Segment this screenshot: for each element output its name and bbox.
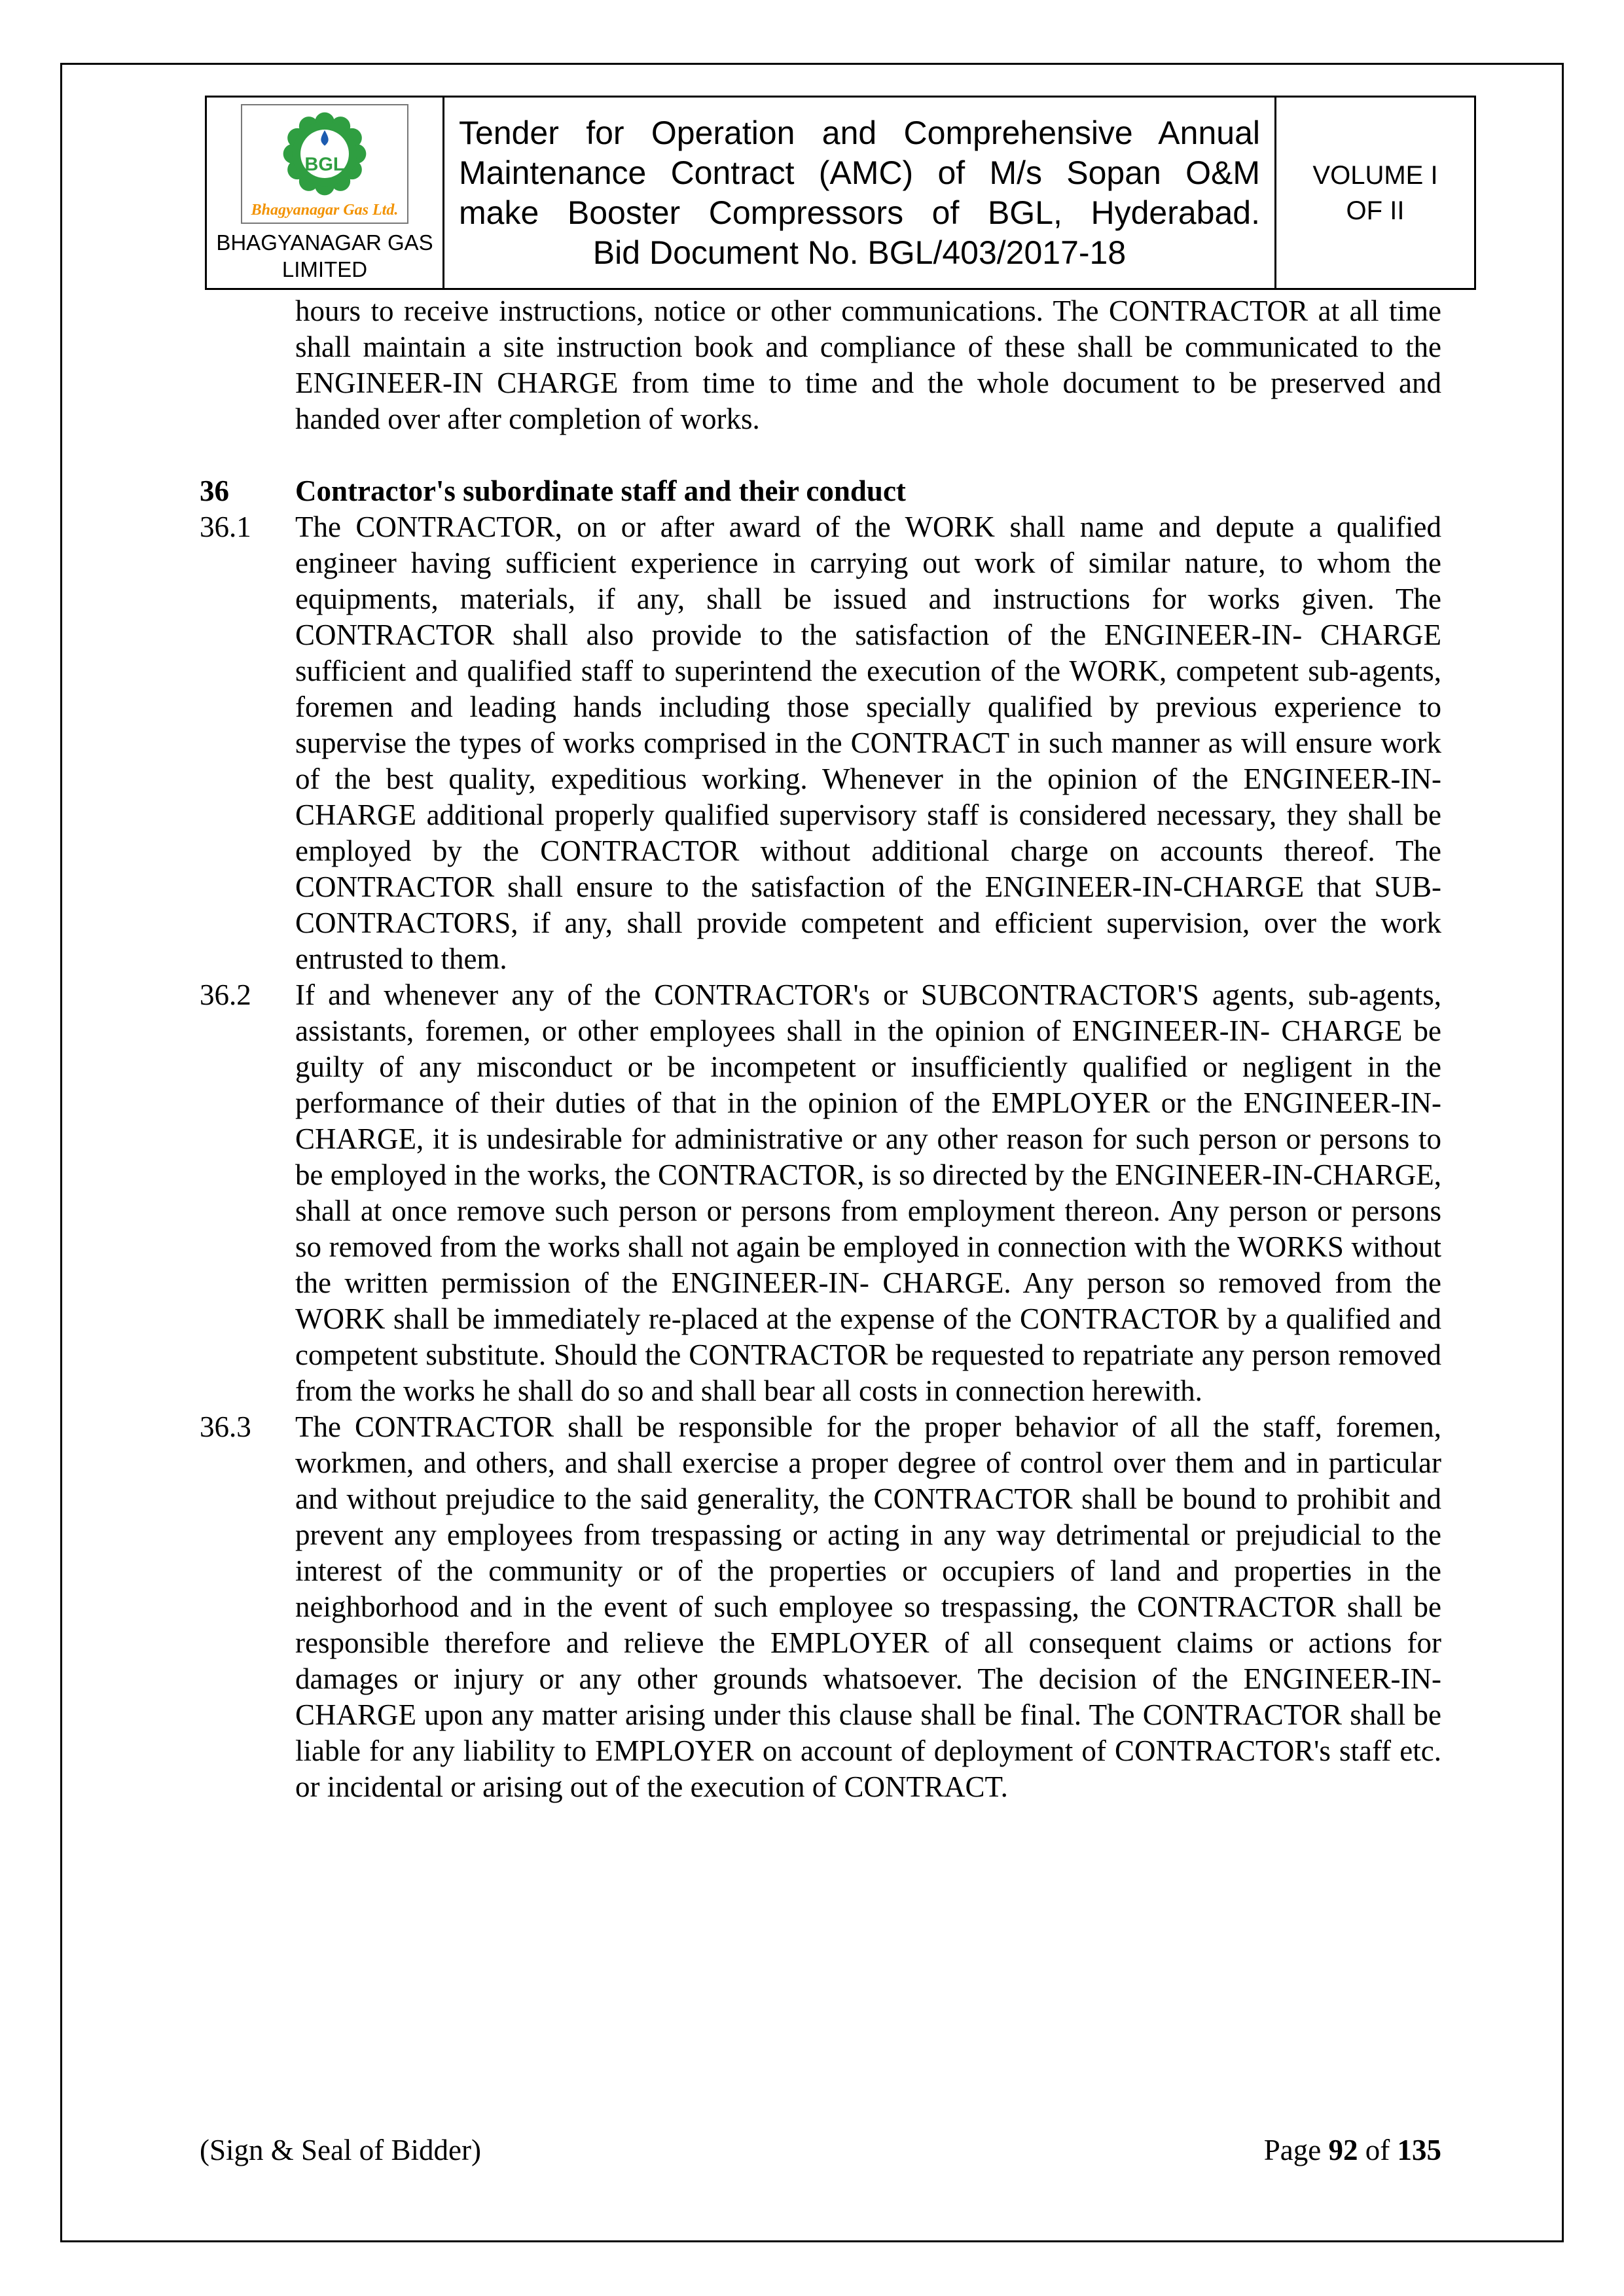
clause-number-36-1: 36.1 <box>200 511 251 543</box>
clause-36-2 <box>200 977 1441 1409</box>
section-36-heading: Contractor's subordinate staff and their conduct <box>295 475 906 507</box>
page-number <box>1264 2132 1441 2168</box>
page-footer <box>200 2132 1441 2168</box>
clause-text-36-2: If and whenever any of the CONTRACTOR's or SUBCONTRACTOR'S agents, sub-agents, assistants, foremen, or other employees shall in the opinion of ENGINEER-IN- CHARGE be guilty of any misconduct or be incompetent or insufficiently qualified or negligent in the performance of their duties of that in the opinion of the EMPLOYER or the ENGINEER-IN-CHARGE, it is undesirable for administrative or any other reason for such person or persons to be employed in the works, the CONTRACTOR, is so directed by the ENGINEER-IN-CHARGE, shall at once remove such person or persons from employment thereon. Any person or persons so removed from the works shall not again be employed in connection with the WORKS without the written permission of the ENGINEER-IN- CHARGE. Any person so removed from the WORK shall be immediately re-placed at the expense of the CONTRACTOR by a qualified and competent substitute. Should the CONTRACTOR be requested to repatriate any person removed from the works he shall do so and shall bear all costs in connection herewith. <box>295 978 1441 1407</box>
tender-title-line1: Tender for Operation and Comprehensive Annual <box>459 114 1260 151</box>
tender-title-line2: Maintenance Contract (AMC) of M/s Sopan O&M <box>459 154 1260 191</box>
volume-line1: VOLUME I <box>1312 160 1438 190</box>
volume-cell <box>1276 97 1475 289</box>
tender-title-line3: make Booster Compressors of BGL, Hyderabad. <box>459 194 1260 231</box>
company-name-line1: BHAGYANAGAR GAS <box>216 230 433 255</box>
company-logo <box>241 104 409 224</box>
page-total: 135 <box>1397 2134 1441 2166</box>
header-table <box>205 96 1476 290</box>
title-cell <box>444 97 1276 289</box>
clause-number-36: 36 <box>200 475 229 507</box>
clause-number-36-2: 36.2 <box>200 978 251 1011</box>
logo-cell <box>206 97 444 289</box>
logo-acronym: BGL <box>304 154 345 175</box>
page-current: 92 <box>1328 2134 1358 2166</box>
company-name <box>211 229 439 283</box>
bgl-logo-icon <box>281 111 368 197</box>
clause-36-3 <box>200 1409 1441 1805</box>
sign-seal-label: (Sign & Seal of Bidder) <box>200 2134 481 2166</box>
clause-text-36-1: The CONTRACTOR, on or after award of the WORK shall name and depute a qualified engineer having sufficient experience in carrying out work of similar nature, to whom the equipments, materials, if any, shall be issued and instructions for works given. The CONTRACTOR shall also provide to the satisfaction of the ENGINEER-IN- CHARGE sufficient and qualified staff to superintend the execution of the WORK, competent sub-agents, foremen and leading hands including those specially qualified by previous experience to supervise the types of works comprised in the CONTRACT in such manner as will ensure work of the best quality, expeditious working. Whenever in the opinion of the ENGINEER-IN- CHARGE additional properly qualified supervisory staff is considered necessary, they shall be employed by the CONTRACTOR without additional charge on accounts thereof. The CONTRACTOR shall ensure to the satisfaction of the ENGINEER-IN-CHARGE that SUB- CONTRACTORS, if any, shall provide competent and efficient supervision, over the work entrusted to them. <box>295 511 1441 975</box>
section-36-heading-row <box>200 473 1441 509</box>
bid-document-number: Bid Document No. BGL/403/2017-18 <box>592 234 1127 271</box>
clause-text-36-3: The CONTRACTOR shall be responsible for the proper behavior of all the staff, foremen, workmen, and others, and shall exercise a proper degree of control over them and in particular and without prejudice to the said generality, the CONTRACTOR shall be bound to prohibit and prevent any employees from trespassing or acting in any way detrimental or prejudicial to the interest of the community or of the properties or occupiers of land and properties in the neighborhood and in the event of such employee so trespassing, the CONTRACTOR shall be responsible therefore and relieve the EMPLOYER of all consequent claims or actions for damages or injury or any other grounds whatsoever. The decision of the ENGINEER-IN-CHARGE upon any matter arising under this clause shall be final. The CONTRACTOR shall be liable for any liability to EMPLOYER on account of deployment of CONTRACTOR's staff etc. or incidental or arising out of the execution of CONTRACT. <box>295 1410 1441 1803</box>
intro-paragraph: hours to receive instructions, notice or other communications. The CONTRACTOR at all time shall maintain a site instruction book and compliance of these shall be communicated to the ENGINEER-IN CHARGE from time to time and the whole document to be preserved and handed over after completion of works. <box>295 295 1441 435</box>
company-name-line2: LIMITED <box>281 257 368 281</box>
of-word: of <box>1365 2134 1390 2166</box>
logo-tagline: Bhagyanagar Gas Ltd. <box>251 202 399 219</box>
clause-number-36-3: 36.3 <box>200 1410 251 1443</box>
clause-36-1 <box>200 509 1441 977</box>
document-body <box>200 293 1441 1805</box>
page-word: Page <box>1263 2134 1322 2166</box>
volume-line2: OF II <box>1346 196 1405 225</box>
